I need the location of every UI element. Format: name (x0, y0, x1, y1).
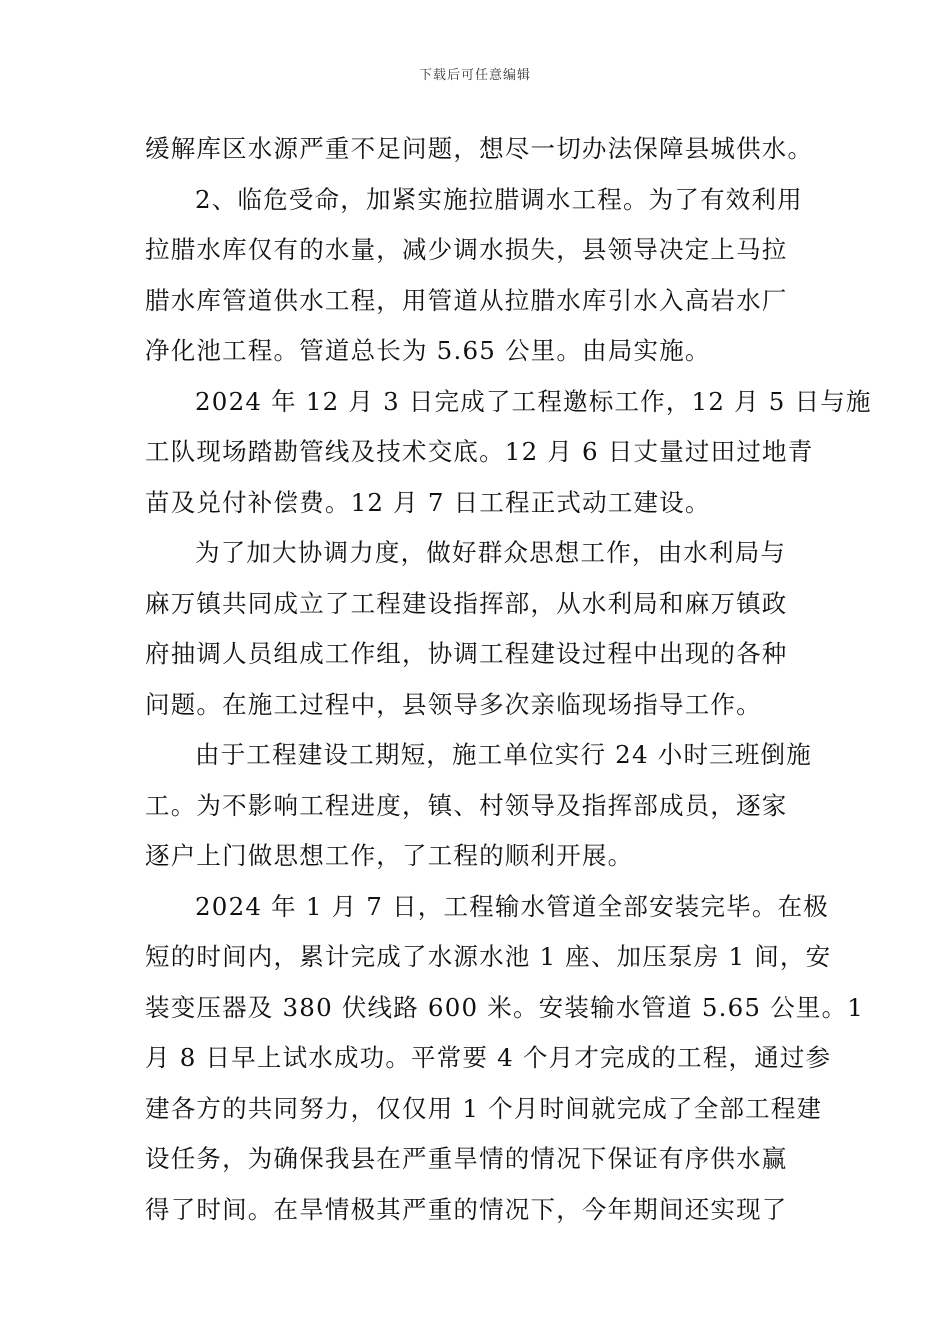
text-line: 逐户上门做思想工作，了工程的顺利开展。 (145, 841, 634, 870)
text-line: 2024 年 12 月 3 日完成了工程邀标工作，12 月 5 日与施 (195, 386, 872, 416)
text-line: 麻万镇共同成立了工程建设指挥部，从水利局和麻万镇政 (145, 588, 788, 618)
text-line: 短的时间内，累计完成了水源水池 1 座、加压泵房 1 间，安 (145, 942, 832, 971)
text-line: 净化池工程。管道总长为 5.65 公里。由局实施。 (145, 336, 711, 365)
text-line: 拉腊水库仅有的水量，减少调水损失，县领导决定上马拉 (145, 235, 788, 264)
text-line: 腊水库管道供水工程，用管道从拉腊水库引水入高岩水厂 (145, 285, 788, 315)
text-line: 得了时间。在旱情极其严重的情况下，今年期间还实现了 (145, 1194, 788, 1224)
text-line: 建各方的共同努力，仅仅用 1 个月时间就完成了全部工程建 (145, 1093, 823, 1123)
page-header: 下载后可任意编辑 (418, 68, 531, 83)
text-line: 设任务，为确保我县在严重旱情的情况下保证有序供水赢 (145, 1144, 788, 1173)
text-line: 工。为不影响工程进度，镇、村领导及指挥部成员，逐家 (145, 790, 788, 820)
text-line: 缓解库区水源严重不足问题，想尽一切办法保障县城供水。 (145, 134, 814, 163)
text-line: 工队现场踏勘管线及技术交底。12 月 6 日丈量过田过地青 (145, 437, 814, 466)
text-line: 2、临危受命，加紧实施拉腊调水工程。为了有效利用 (195, 184, 803, 214)
document-body (145, 124, 872, 1235)
text-line: 2024 年 1 月 7 日，工程输水管道全部安装完毕。在极 (195, 891, 829, 921)
text-line: 苗及兑付补偿费。12 月 7 日工程正式动工建设。 (145, 487, 711, 517)
text-line: 府抽调人员组成工作组，协调工程建设过程中出现的各种 (145, 639, 788, 668)
text-line: 由于工程建设工期短，施工单位实行 24 小时三班倒施 (195, 740, 812, 769)
text-line: 为了加大协调力度，做好群众思想工作，由水利局与 (195, 538, 787, 567)
text-line: 问题。在施工过程中，县领导多次亲临现场指导工作。 (145, 689, 762, 719)
text-line: 月 8 日早上试水成功。平常要 4 个月才完成的工程，通过参 (145, 1043, 832, 1072)
text-line: 装变压器及 380 伏线路 600 米。安装输水管道 5.65 公里。1 (145, 992, 865, 1022)
